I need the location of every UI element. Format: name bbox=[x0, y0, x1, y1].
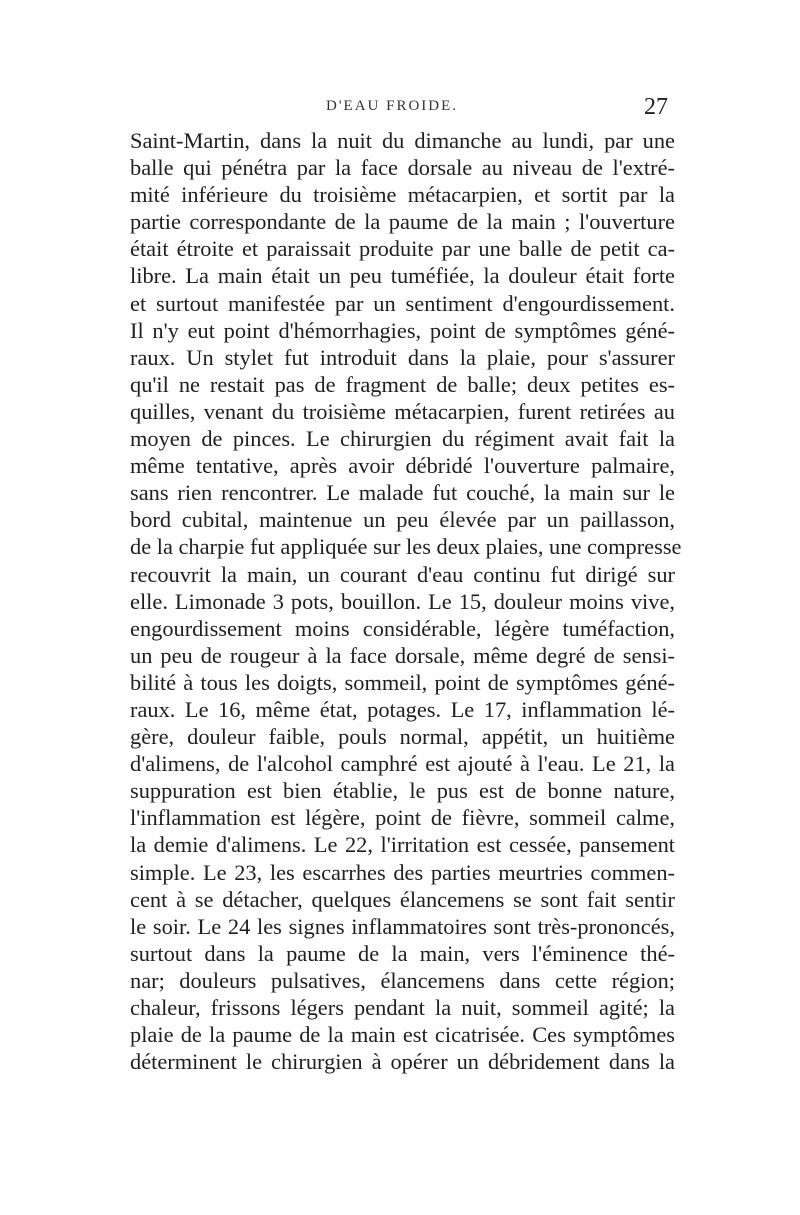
text-line: balle qui pénétra par la face dorsale au niveau de l'extré- bbox=[130, 155, 675, 181]
text-line: plaie de la paume de la main est cicatrisée. Ces symptômes bbox=[130, 1022, 675, 1048]
text-line: recouvrit la main, un courant d'eau continu fut dirigé sur bbox=[130, 561, 675, 587]
text-line: elle. Limonade 3 pots, bouillon. Le 15, douleur moins vive, bbox=[130, 588, 675, 614]
text-line: et surtout manifestée par un sentiment d'engourdissement. bbox=[130, 290, 675, 316]
text-line: qu'il ne restait pas de fragment de balle; deux petites es- bbox=[130, 371, 675, 397]
text-line: quilles, venant du troisième métacarpien, furent retirées au bbox=[130, 398, 675, 424]
text-line: mité inférieure du troisième métacarpien, et sortit par la bbox=[130, 182, 675, 208]
text-line: partie correspondante de la paume de la main ; l'ouverture bbox=[130, 209, 675, 235]
text-line: cent à se détacher, quelques élancemens se sont fait sentir bbox=[130, 886, 675, 912]
text-line: de la charpie fut appliquée sur les deux plaies, une compresse bbox=[130, 534, 682, 560]
body-text bbox=[130, 127, 682, 1075]
text-line: raux. Un stylet fut introduit dans la plaie, pour s'assurer bbox=[130, 344, 675, 370]
text-line: un peu de rougeur à la face dorsale, même degré de sensi- bbox=[130, 642, 675, 668]
text-line: Saint-Martin, dans la nuit du dimanche au lundi, par une bbox=[130, 128, 675, 153]
text-line: bord cubital, maintenue un peu élevée par un paillasson, bbox=[130, 507, 675, 533]
text-line: nar; douleurs pulsatives, élancemens dans cette région; bbox=[130, 967, 675, 993]
running-head bbox=[130, 94, 670, 122]
text-line: même tentative, après avoir débridé l'ouverture palmaire, bbox=[130, 453, 675, 479]
text-line: la demie d'alimens. Le 22, l'irritation est cessée, pansement bbox=[130, 832, 675, 858]
text-line: bilité à tous les doigts, sommeil, point de symptômes géné- bbox=[130, 669, 675, 695]
text-line: surtout dans la paume de la main, vers l'éminence thé- bbox=[130, 940, 675, 966]
text-line: simple. Le 23, les escarrhes des parties meurtries commen- bbox=[130, 859, 675, 885]
text-line: l'inflammation est légère, point de fièvre, sommeil calme, bbox=[130, 805, 675, 831]
text-line: engourdissement moins considérable, légère tuméfaction, bbox=[130, 615, 675, 641]
text-line: raux. Le 16, même état, potages. Le 17, inflammation lé- bbox=[130, 696, 675, 722]
text-line: libre. La main était un peu tuméfiée, la douleur était forte bbox=[130, 263, 675, 289]
text-line: moyen de pinces. Le chirurgien du régiment avait fait la bbox=[130, 426, 675, 452]
running-title: D'EAU FROIDE. bbox=[326, 98, 459, 114]
text-line: déterminent le chirurgien à opérer un débridement dans la bbox=[130, 1049, 675, 1075]
page-number: 27 bbox=[644, 94, 668, 120]
text-line: chaleur, frissons légers pendant la nuit, sommeil agité; la bbox=[130, 995, 675, 1020]
text-line: d'alimens, de l'alcohol camphré est ajouté à l'eau. Le 21, la bbox=[130, 751, 675, 777]
text-line: était étroite et paraissait produite par une balle de petit ca- bbox=[130, 236, 675, 262]
text-line: Il n'y eut point d'hémorrhagies, point de symptômes géné- bbox=[130, 317, 675, 343]
text-line: sans rien rencontrer. Le malade fut couché, la main sur le bbox=[130, 480, 675, 506]
text-line: le soir. Le 24 les signes inflammatoires sont très-prononcés, bbox=[130, 913, 675, 939]
text-line: suppuration est bien établie, le pus est de bonne nature, bbox=[130, 778, 675, 804]
text-line: gère, douleur faible, pouls normal, appétit, un huitième bbox=[130, 724, 675, 750]
